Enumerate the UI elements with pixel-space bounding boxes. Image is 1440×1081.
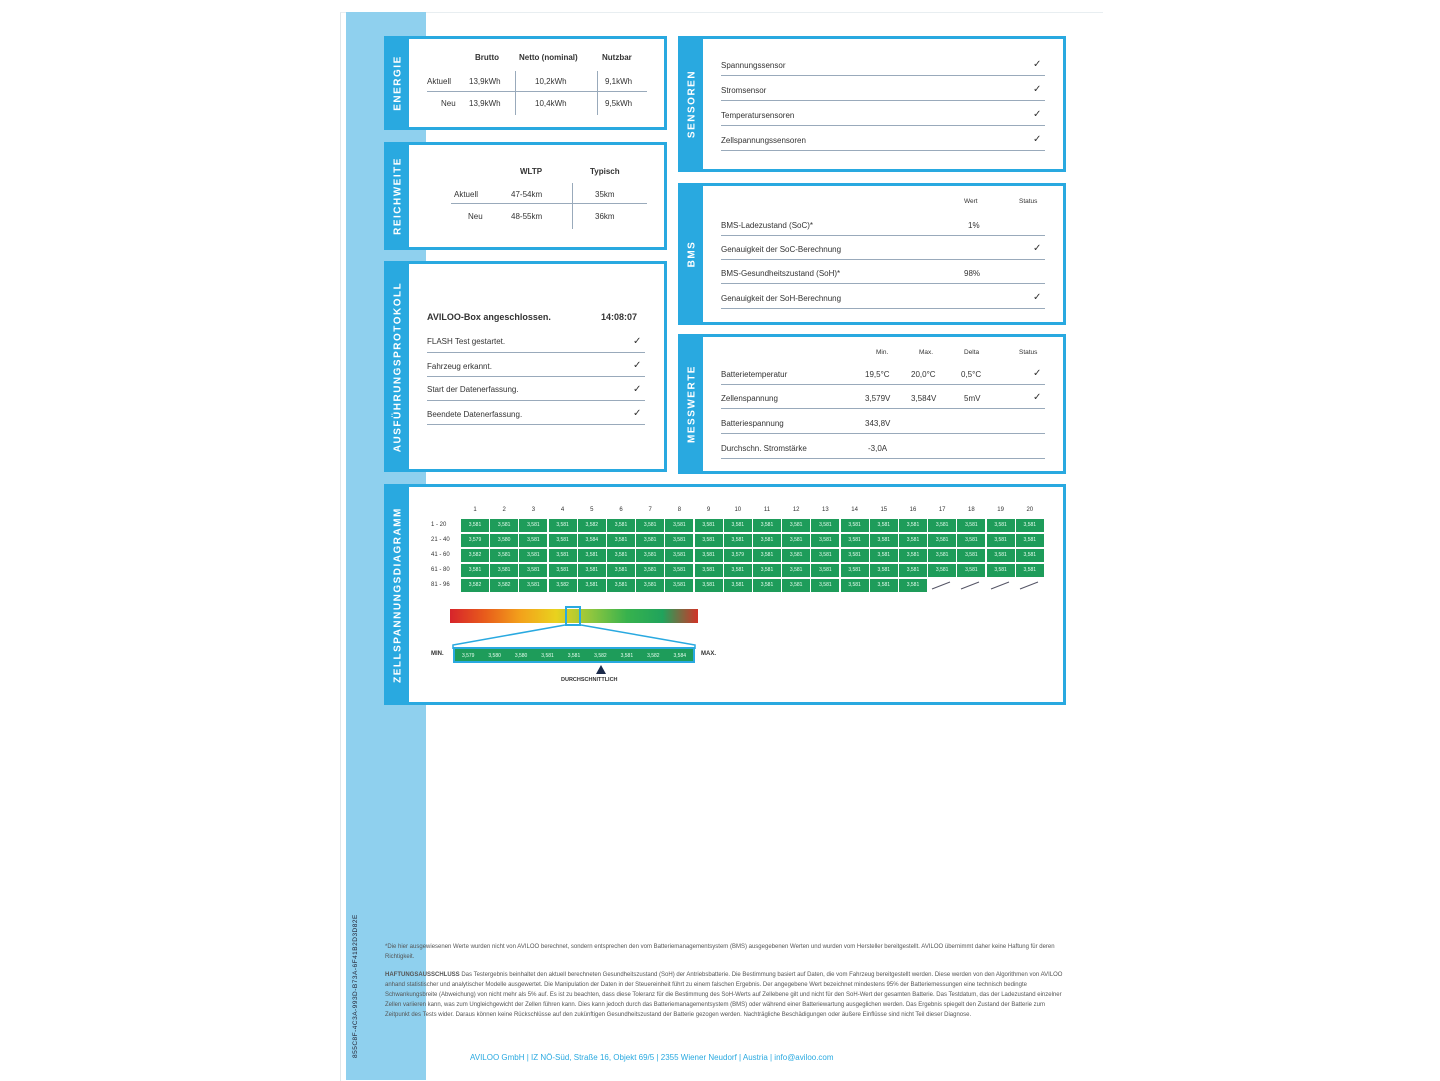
divider — [721, 384, 1045, 385]
zellspannung-title: ZELLSPANNUNGSDIAGRAMM — [392, 506, 404, 683]
cell-voltage: 3,581 — [607, 549, 635, 562]
protokoll-status-title: AVILOO-Box angeschlossen. — [427, 312, 551, 322]
cell-voltage: 3,581 — [753, 534, 781, 547]
scale-value: 3,581 — [620, 653, 634, 659]
cell-voltage: 3,581 — [899, 579, 927, 592]
bms-header-wert: Wert — [964, 198, 978, 205]
energie-cell: 13,9kWh — [469, 77, 501, 86]
bms-row-label: BMS-Ladezustand (SoC)* — [721, 221, 814, 230]
energie-row-label: Aktuell — [427, 77, 452, 86]
cell-voltage: 3,581 — [695, 549, 723, 562]
protokoll-item: FLASH Test gestartet. — [427, 337, 506, 346]
check-icon: ✓ — [1033, 368, 1042, 379]
cell-voltage: 3,581 — [811, 534, 839, 547]
footnote: *Die hier ausgewiesenen Werte wurden nicht von AVILOO berechnet, sondern entsprechen den vom Batteriemanagementsystem (BMS) ausgegebenen Werten und wurden vom Hersteller bereitgestellt. AVILOO übernimmt daher keine Haftung für deren Richtigkeit. — [385, 944, 1055, 960]
protokoll-card — [384, 261, 667, 472]
check-icon: ✓ — [1033, 134, 1042, 145]
messwerte-row-label: Zellenspannung — [721, 394, 778, 403]
column-number: 18 — [968, 507, 975, 513]
sensor-item: Spannungssensor — [721, 61, 786, 70]
cell-voltage: 3,584 — [578, 534, 606, 547]
cell-voltage: 3,581 — [519, 564, 547, 577]
reichweite-title: REICHWEITE — [392, 157, 404, 235]
reichweite-cell: 48-55km — [511, 212, 543, 221]
column-number: 2 — [502, 507, 506, 513]
sensoren-card — [678, 36, 1066, 172]
cell-voltage: 3,581 — [519, 579, 547, 592]
cell-voltage: 3,582 — [461, 549, 489, 562]
cell-voltage: 3,581 — [549, 519, 577, 532]
cell-voltage: 3,581 — [695, 534, 723, 547]
divider — [451, 203, 647, 204]
cell-voltage: 3,581 — [987, 564, 1015, 577]
cell-voltage: 3,581 — [899, 549, 927, 562]
cell-voltage: 3,581 — [928, 534, 956, 547]
column-number: 13 — [822, 507, 829, 513]
cell-voltage: 3,581 — [636, 519, 664, 532]
cell-voltage: 3,581 — [607, 519, 635, 532]
cell-voltage: 3,581 — [957, 519, 985, 532]
cell-voltage: 3,581 — [870, 549, 898, 562]
divider — [427, 352, 645, 353]
messwerte-header-min: Min. — [876, 349, 889, 356]
cell-voltage: 3,581 — [841, 519, 869, 532]
cell-voltage: 3,581 — [928, 564, 956, 577]
scale-value: 3,584 — [673, 653, 687, 659]
cell-voltage: 3,581 — [724, 579, 752, 592]
divider — [721, 125, 1045, 126]
cell-voltage: 3,581 — [519, 534, 547, 547]
report-id: 855C8F-4C3A-993D-B73A-6F41B2D3D82E — [352, 914, 359, 1058]
cell-voltage: 3,581 — [811, 564, 839, 577]
messwerte-min: 19,5°C — [865, 370, 890, 379]
cell-voltage: 3,581 — [899, 519, 927, 532]
cell-voltage: 3,582 — [490, 579, 518, 592]
cell-voltage: 3,581 — [811, 549, 839, 562]
cell-voltage: 3,581 — [578, 579, 606, 592]
cell-voltage — [928, 579, 956, 592]
messwerte-min: 343,8V — [865, 419, 891, 428]
bms-card — [678, 183, 1066, 325]
column-number: 19 — [997, 507, 1004, 513]
bms-header-status: Status — [1019, 198, 1038, 205]
divider — [721, 259, 1045, 260]
column-number: 15 — [880, 507, 888, 513]
zellspannung-card — [384, 484, 1066, 705]
messwerte-row-label: Batterietemperatur — [721, 370, 788, 379]
check-icon: ✓ — [1033, 84, 1042, 95]
cell-voltage: 3,579 — [724, 549, 752, 562]
cell-voltage: 3,581 — [549, 534, 577, 547]
check-icon: ✓ — [1033, 109, 1042, 120]
check-icon: ✓ — [633, 408, 642, 419]
cell-voltage: 3,581 — [782, 534, 810, 547]
cell-voltage: 3,581 — [987, 519, 1015, 532]
bms-title: BMS — [686, 240, 698, 268]
cell-voltage: 3,581 — [782, 564, 810, 577]
sensor-item: Zellspannungssensoren — [721, 136, 806, 145]
column-number: 9 — [706, 507, 711, 513]
messwerte-row-label: Durchschn. Stromstärke — [721, 444, 807, 453]
cell-voltage: 3,581 — [665, 564, 693, 577]
check-icon: ✓ — [633, 384, 642, 395]
cell-voltage: 3,581 — [957, 564, 985, 577]
energie-cell: 10,4kWh — [535, 99, 567, 108]
cell-voltage: 3,581 — [695, 519, 723, 532]
column-number: 5 — [590, 507, 594, 513]
cell-voltage: 3,581 — [461, 564, 489, 577]
cell-voltage: 3,581 — [665, 579, 693, 592]
cell-voltage: 3,581 — [724, 564, 752, 577]
cell-voltage: 3,581 — [578, 549, 606, 562]
scale-value: 3,580 — [514, 653, 528, 659]
bms-row-label: Genauigkeit der SoC-Berechnung — [721, 245, 842, 254]
bms-row-label: Genauigkeit der SoH-Berechnung — [721, 294, 842, 303]
divider — [721, 458, 1045, 459]
divider — [721, 75, 1045, 76]
cell-voltage: 3,581 — [607, 579, 635, 592]
divider — [427, 91, 647, 92]
column-number: 1 — [473, 507, 477, 513]
sensoren-title: SENSOREN — [686, 69, 698, 139]
check-icon: ✓ — [1033, 59, 1042, 70]
column-number: 17 — [938, 507, 946, 513]
scale-value: 3,582 — [647, 653, 660, 659]
column-number: 6 — [619, 507, 623, 513]
check-icon: ✓ — [633, 360, 642, 371]
cell-voltage: 3,581 — [490, 564, 518, 577]
messwerte-max: 3,584V — [911, 394, 937, 403]
column-number: 20 — [1026, 507, 1034, 513]
cell-voltage: 3,581 — [665, 519, 693, 532]
column-number: 10 — [734, 507, 742, 513]
messwerte-delta: 5mV — [964, 394, 981, 403]
cell-voltage: 3,581 — [753, 579, 781, 592]
energie-cell: 13,9kWh — [469, 99, 501, 108]
divider — [721, 408, 1045, 409]
divider — [721, 150, 1045, 151]
column-number: 4 — [560, 507, 565, 513]
divider — [515, 71, 516, 115]
cell-voltage: 3,581 — [870, 519, 898, 532]
bms-row-value: 1% — [968, 221, 980, 230]
cell-voltage: 3,581 — [490, 519, 518, 532]
cell-voltage: 3,581 — [636, 534, 664, 547]
cell-voltage: 3,581 — [519, 549, 547, 562]
scale-value: 3,582 — [594, 653, 607, 659]
scale-value: 3,580 — [488, 653, 501, 659]
cell-voltage: 3,581 — [899, 534, 927, 547]
energie-cell: 10,2kWh — [535, 77, 567, 86]
cell-voltage: 3,581 — [841, 564, 869, 577]
protokoll-item: Start der Datenerfassung. — [427, 385, 519, 394]
divider — [427, 376, 645, 377]
cell-voltage: 3,581 — [870, 564, 898, 577]
cell-voltage: 3,579 — [461, 534, 489, 547]
cell-voltage: 3,581 — [695, 579, 723, 592]
cell-voltage: 3,581 — [665, 549, 693, 562]
scale-value: 3,581 — [541, 653, 554, 659]
cell-voltage: 3,581 — [753, 564, 781, 577]
cell-voltage: 3,581 — [811, 579, 839, 592]
cell-voltage: 3,581 — [753, 519, 781, 532]
row-range-label: 1 - 20 — [431, 522, 447, 528]
cell-voltage: 3,581 — [987, 534, 1015, 547]
cell-voltage: 3,581 — [490, 549, 518, 562]
cell-voltage-grid — [387, 487, 1063, 597]
cell-voltage: 3,581 — [607, 564, 635, 577]
check-icon: ✓ — [1033, 392, 1042, 403]
cell-voltage: 3,582 — [578, 519, 606, 532]
disclaimer — [385, 970, 1065, 1020]
energie-header-netto: Netto (nominal) — [519, 53, 578, 62]
protokoll-time: 14:08:07 — [601, 312, 638, 322]
check-icon: ✓ — [633, 336, 642, 347]
average-marker-icon — [596, 665, 606, 674]
reichweite-header-wltp: WLTP — [520, 167, 543, 176]
messwerte-header-status: Status — [1019, 349, 1038, 356]
divider — [427, 424, 645, 425]
cell-voltage: 3,581 — [928, 519, 956, 532]
messwerte-tab — [681, 337, 703, 471]
disclaimer-title: HAFTUNGSAUSSCHLUSS — [385, 972, 460, 978]
check-icon: ✓ — [1033, 292, 1042, 303]
cell-voltage: 3,581 — [1016, 534, 1044, 547]
cell-voltage: 3,582 — [461, 579, 489, 592]
check-icon: ✓ — [1033, 243, 1042, 254]
cell-voltage: 3,581 — [782, 549, 810, 562]
messwerte-min: 3,579V — [865, 394, 891, 403]
cell-voltage: 3,581 — [841, 534, 869, 547]
reichweite-row-label: Aktuell — [454, 190, 479, 199]
divider — [597, 71, 598, 115]
cell-voltage: 3,581 — [841, 549, 869, 562]
divider — [427, 400, 645, 401]
column-number: 7 — [648, 507, 652, 513]
column-number: 14 — [851, 507, 858, 513]
cell-voltage: 3,581 — [870, 534, 898, 547]
cell-voltage: 3,580 — [490, 534, 518, 547]
energie-title: ENERGIE — [392, 55, 404, 111]
reichweite-cell: 47-54km — [511, 190, 543, 199]
sensor-item: Stromsensor — [721, 86, 767, 95]
divider — [721, 308, 1045, 309]
messwerte-min: -3,0A — [868, 444, 888, 453]
cell-voltage: 3,581 — [957, 549, 985, 562]
reichweite-cell: 36km — [595, 212, 615, 221]
average-label: DURCHSCHNITTLICH — [561, 677, 618, 683]
messwerte-delta: 0,5°C — [961, 370, 982, 379]
cell-voltage: 3,581 — [899, 564, 927, 577]
cell-voltage: 3,581 — [636, 549, 664, 562]
cell-voltage — [957, 579, 985, 592]
reichweite-row-label: Neu — [468, 212, 483, 221]
cell-voltage: 3,581 — [519, 519, 547, 532]
column-number: 3 — [531, 507, 536, 513]
energie-header-nutzbar: Nutzbar — [602, 53, 632, 62]
protokoll-title: AUSFÜHRUNGSPROTOKOLL — [392, 281, 404, 452]
scale-min-label: MIN. — [431, 651, 444, 657]
row-range-label: 81 - 96 — [431, 582, 450, 588]
messwerte-row-label: Batteriespannung — [721, 419, 784, 428]
divider — [572, 183, 573, 229]
cell-voltage: 3,581 — [724, 519, 752, 532]
cell-voltage: 3,581 — [695, 564, 723, 577]
energie-row-label: Neu — [441, 99, 456, 108]
cell-voltage: 3,581 — [957, 534, 985, 547]
cell-voltage: 3,581 — [841, 579, 869, 592]
protokoll-item: Beendete Datenerfassung. — [427, 410, 523, 419]
energie-cell: 9,1kWh — [605, 77, 633, 86]
bms-tab — [681, 186, 703, 322]
column-number: 11 — [763, 507, 771, 513]
row-range-label: 61 - 80 — [431, 567, 450, 573]
column-number: 12 — [792, 507, 800, 513]
cell-voltage: 3,582 — [549, 579, 577, 592]
cell-voltage: 3,581 — [578, 564, 606, 577]
cell-voltage — [1016, 579, 1044, 592]
voltage-scale — [453, 647, 695, 663]
cell-voltage: 3,581 — [782, 519, 810, 532]
reichweite-card — [384, 142, 667, 250]
scale-value: 3,579 — [461, 653, 475, 659]
cell-voltage: 3,581 — [1016, 549, 1044, 562]
cell-voltage: 3,581 — [549, 564, 577, 577]
cell-voltage: 3,581 — [1016, 519, 1044, 532]
cell-voltage: 3,581 — [724, 534, 752, 547]
scale-max-label: MAX. — [701, 651, 716, 657]
row-range-label: 41 - 60 — [431, 552, 450, 558]
cell-voltage: 3,581 — [665, 534, 693, 547]
energie-card — [384, 36, 667, 130]
messwerte-header-max: Max. — [919, 349, 934, 356]
cell-voltage: 3,581 — [549, 549, 577, 562]
cell-voltage: 3,581 — [811, 519, 839, 532]
cell-voltage: 3,581 — [753, 549, 781, 562]
column-number: 16 — [909, 507, 917, 513]
bms-row-label: BMS-Gesundheitszustand (SoH)* — [721, 269, 841, 278]
cell-voltage: 3,581 — [636, 579, 664, 592]
cell-voltage: 3,581 — [1016, 564, 1044, 577]
messwerte-card — [678, 334, 1066, 474]
reichweite-tab — [387, 145, 409, 247]
bms-row-value: 98% — [964, 269, 981, 278]
reichweite-header-typisch: Typisch — [590, 167, 620, 176]
divider — [721, 235, 1045, 236]
energie-cell: 9,5kWh — [605, 99, 633, 108]
divider — [721, 100, 1045, 101]
messwerte-title: MESSWERTE — [686, 365, 698, 443]
cell-voltage: 3,581 — [987, 549, 1015, 562]
protokoll-item: Fahrzeug erkannt. — [427, 362, 492, 371]
sensor-item: Temperatursensoren — [721, 111, 795, 120]
energie-tab — [387, 39, 409, 127]
reichweite-cell: 35km — [595, 190, 615, 199]
protokoll-tab — [387, 264, 409, 469]
cell-voltage: 3,581 — [636, 564, 664, 577]
messwerte-header-delta: Delta — [964, 349, 980, 356]
cell-voltage: 3,581 — [607, 534, 635, 547]
disclaimer-text: Das Testergebnis beinhaltet den aktuell berechneten Gesundheitszustand (SoH) der Antriebsbatterie. Die Bestimmung basiert auf Daten, die vom Fahrzeug bereitgestellt werden. Diese werden von den Algorithmen von AVILOO anhand statistischer und analytischer Modelle ausgewertet. Die Manipulation der Daten in der Steuereinheit führt zu einem falschen Ergebnis. Der angegebene Wert bezeichnet mindestens 95% der Batteriemessungen eine technisch bedingte Schwankungsbreite (Abweichung) von nicht mehr als 5% auf. Es ist zu beachten, dass diese Toleranz für die Bestimmung des SoH-Werts auf Zellebene gilt und nicht für den SoH-Wert der gesamten Batterie. Das Testdatum, das der Ladezustand einzelner Zellen variieren kann, was zum Ungleichgewicht der Zellen führen kann. Dies kann jedoch durch das Batteriemanagementsystem (BMS) oder während einer Batteriewartung ausgeglichen werden. Das Ergebnis spiegelt den Zustand der Batterie zum Zeitpunkt des Tests wider. Daraus können keine Rückschlüsse auf den zukünftigen Gesundheitszustand der Batterie gezogen werden. Nachträgliche Beschädigungen oder äußere Einflüsse sind nicht Teil dieser Diagnose. — [385, 972, 1063, 1018]
divider — [721, 433, 1045, 434]
cell-voltage — [987, 579, 1015, 592]
sensoren-tab — [681, 39, 703, 169]
scale-value: 3,581 — [567, 653, 581, 659]
cell-voltage: 3,581 — [782, 579, 810, 592]
messwerte-max: 20,0°C — [911, 370, 936, 379]
cell-voltage: 3,581 — [928, 549, 956, 562]
divider — [721, 283, 1045, 284]
company-address: AVILOO GmbH | IZ NÖ-Süd, Straße 16, Objekt 69/5 | 2355 Wiener Neudorf | Austria | info@aviloo.com — [470, 1053, 834, 1062]
energie-header-brutto: Brutto — [475, 53, 499, 62]
column-number: 8 — [677, 507, 682, 513]
row-range-label: 21 - 40 — [431, 537, 450, 543]
cell-voltage: 3,581 — [461, 519, 489, 532]
cell-voltage: 3,581 — [870, 579, 898, 592]
